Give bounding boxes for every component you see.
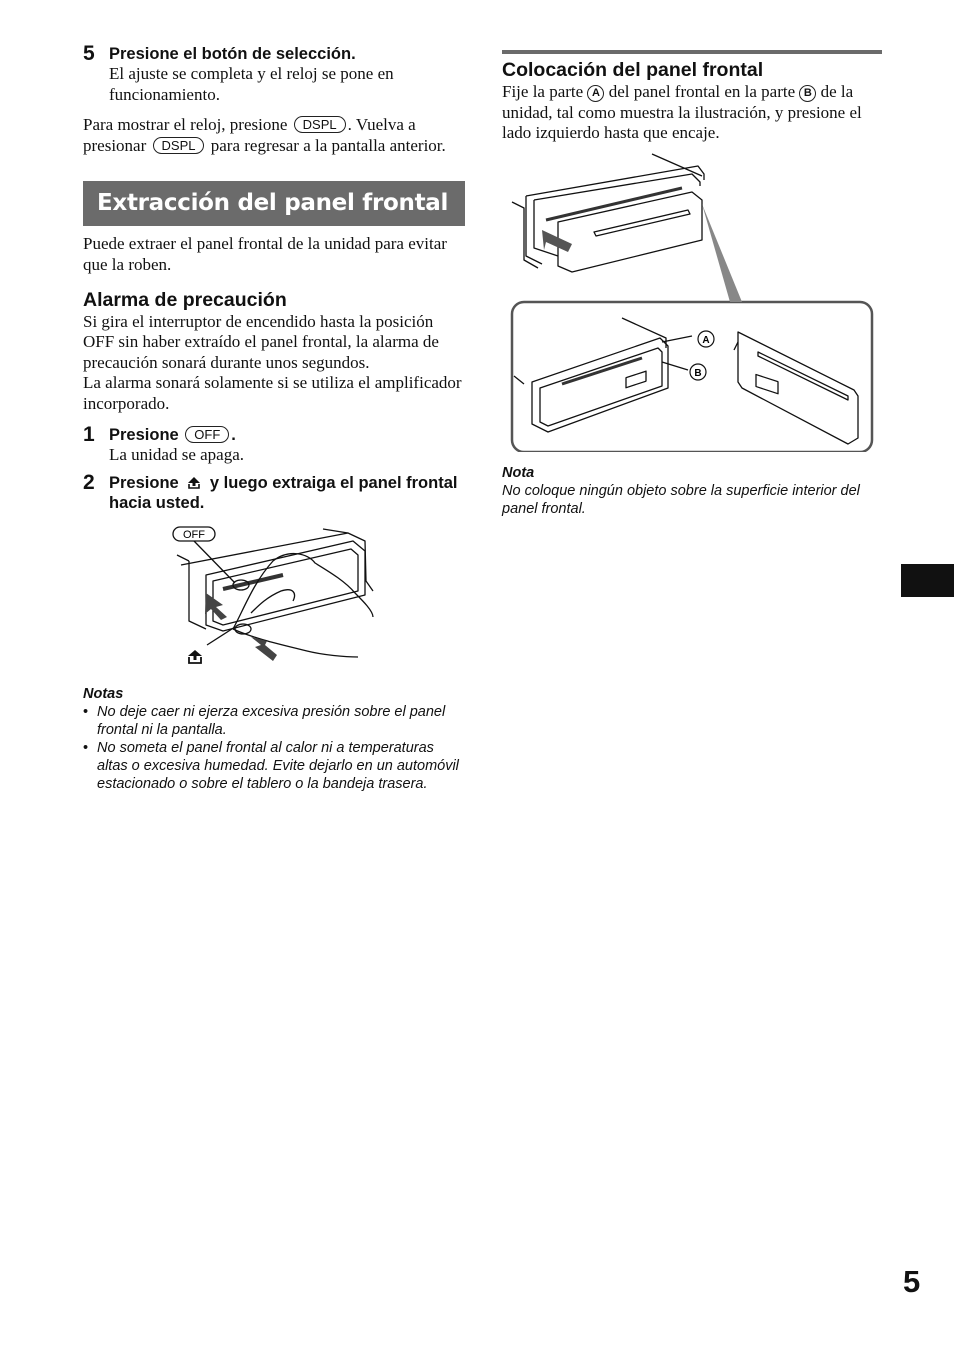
attach-paragraph <box>502 82 882 144</box>
step-number: 2 <box>83 471 95 495</box>
right-column <box>502 50 882 518</box>
section-rule <box>502 50 882 54</box>
panel-detail <box>738 332 858 444</box>
pull-arrow <box>205 593 227 620</box>
text-span: . Vuelva a presionar <box>83 115 416 155</box>
section-tab <box>901 564 954 597</box>
eject-icon <box>186 474 202 490</box>
part-b-marker: B <box>799 85 816 102</box>
attach-heading: Colocación del panel frontal <box>502 59 764 81</box>
alarm-text-2: La alarma sonará solamente si se utiliza el amplificador incorporado. <box>83 373 462 413</box>
attach-panel-illustration <box>502 152 882 452</box>
alarm-heading: Alarma de precaución <box>83 288 287 311</box>
notes-block <box>83 685 465 793</box>
label-b: B <box>694 367 702 379</box>
alarm-text: Si gira el interruptor de encendido hasta la posición OFF sin haber extraído el panel frontal, la alarma de precaución sonará durante unos segundos. <box>83 311 439 372</box>
step-1 <box>83 422 465 466</box>
note-title: Nota <box>502 464 535 481</box>
remove-panel-illustration <box>83 521 465 671</box>
dspl-key: DSPL <box>153 137 205 154</box>
text-span: Presione <box>109 474 179 493</box>
text-span: . <box>231 425 236 444</box>
zoom-wedge <box>702 204 742 302</box>
list-item: • No deje caer ni ejerza excesiva presión sobre el panel frontal ni la pantalla. <box>83 703 465 739</box>
text-span: y luego extraiga el panel frontal hacia usted. <box>109 474 458 513</box>
text-span: Fije la parte <box>502 82 584 101</box>
dspl-key: DSPL <box>294 116 346 133</box>
text-span: Presione <box>109 425 179 444</box>
unit-outline <box>526 166 704 196</box>
intro-paragraph: Puede extraer el panel frontal de la unidad para evitar que la roben. <box>83 234 447 274</box>
page-number: 5 <box>903 1264 921 1299</box>
text-span: de la unidad, tal como muestra la ilustración, y presione el lado izquierdo hasta que encaje. <box>502 82 862 143</box>
notes-list <box>83 703 465 793</box>
step-title <box>109 425 465 445</box>
eject-icon <box>188 650 202 663</box>
clock-paragraph <box>83 115 465 156</box>
label-a: A <box>702 334 710 346</box>
step-number: 1 <box>83 422 95 446</box>
step-text: El ajuste se completa y el reloj se pone en funcionamiento. <box>109 64 394 104</box>
text-span: del panel frontal en la parte <box>608 82 796 101</box>
text-span: para regresar a la pantalla anterior. <box>210 135 446 155</box>
front-panel <box>558 192 702 272</box>
step-number: 5 <box>83 42 95 65</box>
step-title: Presione el botón de selección. <box>109 45 356 63</box>
step-5 <box>83 44 465 105</box>
press-arrow <box>251 637 277 661</box>
step-text: La unidad se apaga. <box>109 444 244 464</box>
section-banner: Extracción del panel frontal <box>83 181 465 226</box>
step-title <box>109 473 465 513</box>
note-block <box>502 464 882 518</box>
left-column <box>83 44 465 793</box>
figure-off-label: OFF <box>183 529 205 542</box>
push-arrow <box>542 230 572 252</box>
note-text: No coloque ningún objeto sobre la superficie interior del panel frontal. <box>502 482 860 517</box>
text-span: Para mostrar el reloj, presione <box>83 115 288 135</box>
part-a-marker: A <box>587 85 604 102</box>
off-key: OFF <box>185 426 229 443</box>
list-item: • No someta el panel frontal al calor ni a temperaturas altas o excesiva humedad. Evite dejarlo en un automóvil estacionado o sobre el tablero o la bandeja trasera. <box>83 739 465 793</box>
step-2 <box>83 473 465 513</box>
notes-title: Notas <box>83 686 124 703</box>
unit-outline <box>189 561 206 629</box>
